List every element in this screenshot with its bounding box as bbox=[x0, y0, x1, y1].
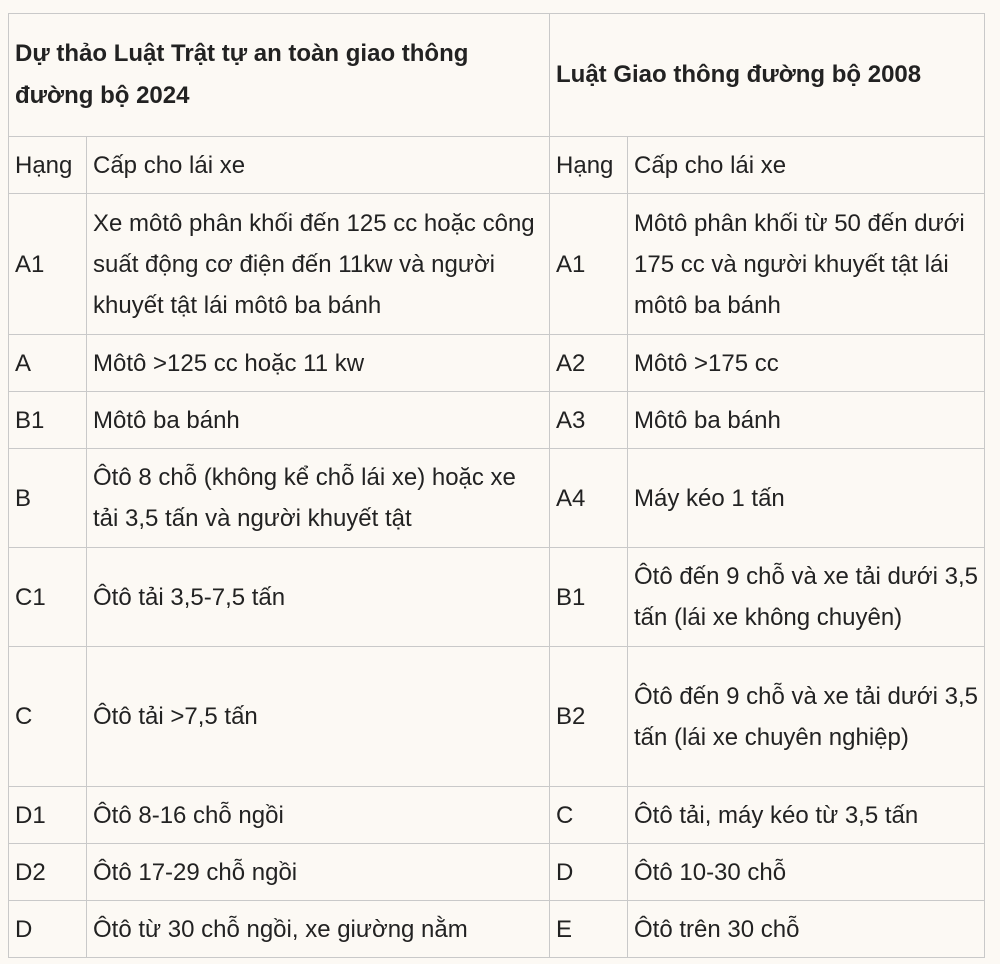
table-row bbox=[9, 787, 985, 844]
law-class-cell: C bbox=[550, 787, 628, 844]
draft-law-header: Dự thảo Luật Trật tự an toàn giao thông đường bộ 2024 bbox=[9, 14, 550, 137]
law-desc-cell: Ôtô đến 9 chỗ và xe tải dưới 3,5 tấn (lái xe không chuyên) bbox=[628, 548, 985, 647]
law-desc-cell: Môtô phân khối từ 50 đến dưới 175 cc và người khuyết tật lái môtô ba bánh bbox=[628, 194, 985, 335]
draft-desc-cell: Môtô ba bánh bbox=[87, 392, 550, 449]
law-desc-cell: Ôtô đến 9 chỗ và xe tải dưới 3,5 tấn (lái xe chuyên nghiệp) bbox=[628, 647, 985, 787]
table-row bbox=[9, 548, 985, 647]
draft-desc-cell: Ôtô 17-29 chỗ ngồi bbox=[87, 844, 550, 901]
draft-class-cell: D1 bbox=[9, 787, 87, 844]
license-comparison-table bbox=[8, 13, 985, 958]
draft-class-cell: C1 bbox=[9, 548, 87, 647]
law-desc-cell: Môtô >175 cc bbox=[628, 335, 985, 392]
draft-class-cell: A1 bbox=[9, 194, 87, 335]
draft-class-cell: D2 bbox=[9, 844, 87, 901]
draft-class-cell: B bbox=[9, 449, 87, 548]
law-class-cell: D bbox=[550, 844, 628, 901]
law-class-cell: B1 bbox=[550, 548, 628, 647]
law-class-cell: A3 bbox=[550, 392, 628, 449]
draft-class-cell: D bbox=[9, 901, 87, 958]
draft-desc-cell: Xe môtô phân khối đến 125 cc hoặc công suất động cơ điện đến 11kw và người khuyết tật lái môtô ba bánh bbox=[87, 194, 550, 335]
law-desc-cell: Ôtô trên 30 chỗ bbox=[628, 901, 985, 958]
law-class-cell: B2 bbox=[550, 647, 628, 787]
draft-desc-cell: Ôtô từ 30 chỗ ngồi, xe giường nằm bbox=[87, 901, 550, 958]
law-class-cell: A4 bbox=[550, 449, 628, 548]
law-class-cell: A2 bbox=[550, 335, 628, 392]
draft-class-cell: B1 bbox=[9, 392, 87, 449]
draft-class-cell: C bbox=[9, 647, 87, 787]
law-desc-cell: Máy kéo 1 tấn bbox=[628, 449, 985, 548]
draft-desc-cell: Môtô >125 cc hoặc 11 kw bbox=[87, 335, 550, 392]
law-desc-header: Cấp cho lái xe bbox=[628, 137, 985, 194]
draft-desc-cell: Ôtô 8 chỗ (không kể chỗ lái xe) hoặc xe tải 3,5 tấn và người khuyết tật bbox=[87, 449, 550, 548]
table-row bbox=[9, 901, 985, 958]
law-desc-cell: Môtô ba bánh bbox=[628, 392, 985, 449]
law-class-header: Hạng bbox=[550, 137, 628, 194]
table-row bbox=[9, 335, 985, 392]
law-desc-cell: Ôtô tải, máy kéo từ 3,5 tấn bbox=[628, 787, 985, 844]
table-row bbox=[9, 392, 985, 449]
table-row bbox=[9, 647, 985, 787]
table-header-row bbox=[9, 14, 985, 137]
draft-class-cell: A bbox=[9, 335, 87, 392]
table-row bbox=[9, 194, 985, 335]
current-law-header: Luật Giao thông đường bộ 2008 bbox=[550, 14, 985, 137]
table-row bbox=[9, 449, 985, 548]
draft-desc-cell: Ôtô tải 3,5-7,5 tấn bbox=[87, 548, 550, 647]
draft-desc-header: Cấp cho lái xe bbox=[87, 137, 550, 194]
law-class-cell: E bbox=[550, 901, 628, 958]
draft-desc-cell: Ôtô 8-16 chỗ ngồi bbox=[87, 787, 550, 844]
column-header-row bbox=[9, 137, 985, 194]
law-class-cell: A1 bbox=[550, 194, 628, 335]
table-row bbox=[9, 844, 985, 901]
draft-desc-cell: Ôtô tải >7,5 tấn bbox=[87, 647, 550, 787]
law-desc-cell: Ôtô 10-30 chỗ bbox=[628, 844, 985, 901]
draft-class-header: Hạng bbox=[9, 137, 87, 194]
